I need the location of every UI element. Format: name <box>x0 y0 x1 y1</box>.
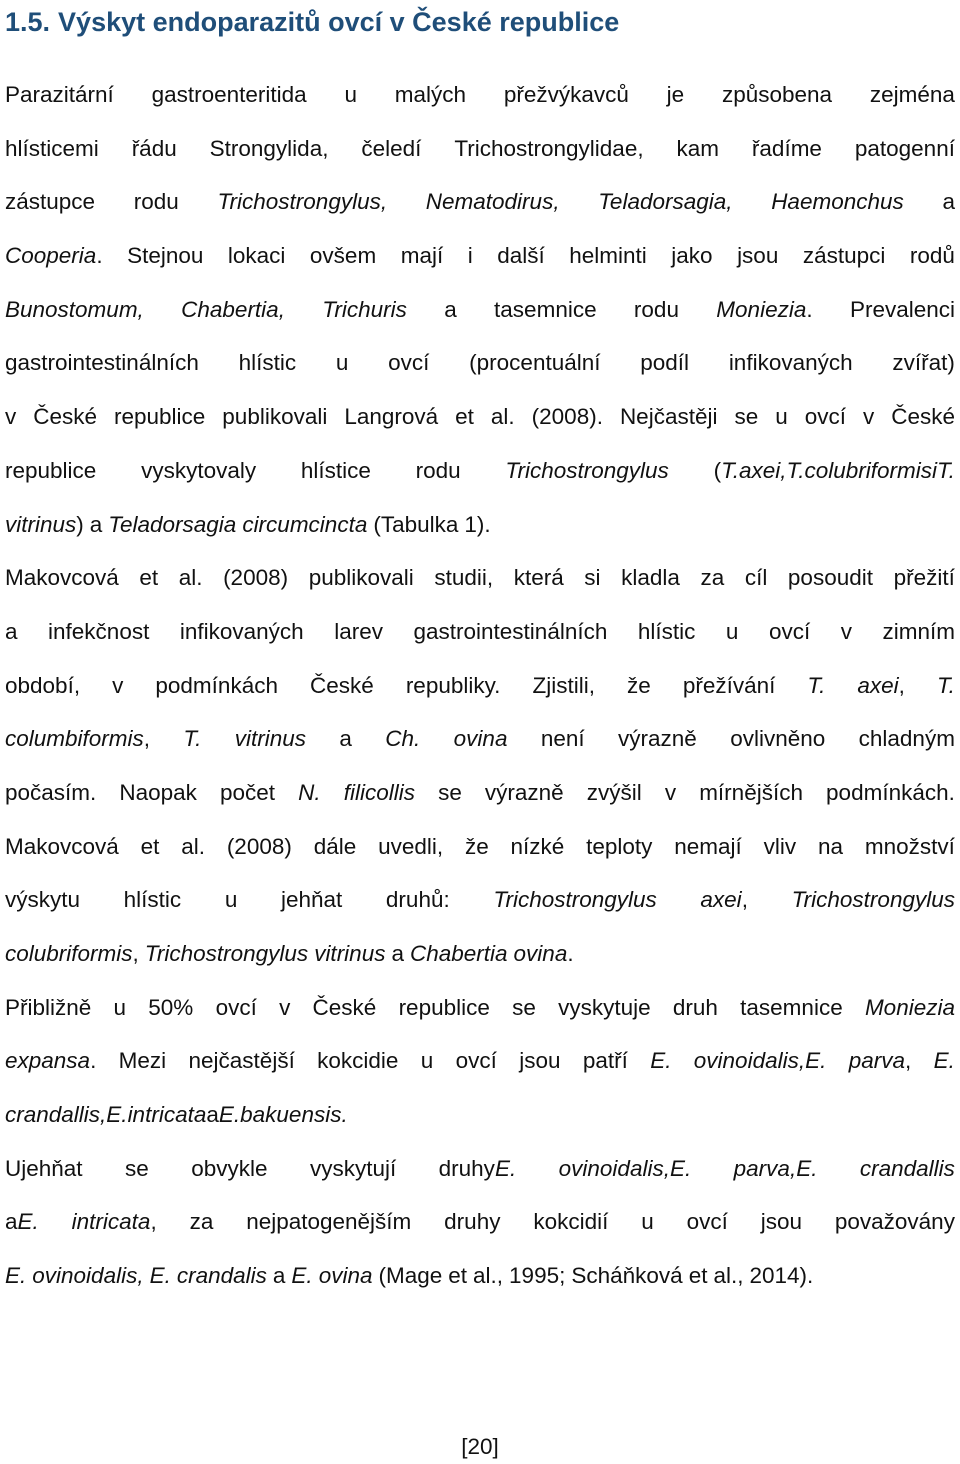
word: druh <box>672 994 718 1020</box>
word: Stejnou <box>127 243 204 269</box>
word: gastroenteritida <box>151 82 307 107</box>
word: nejčastější <box>188 1048 295 1074</box>
word: Prevalenci <box>849 296 955 322</box>
word: zimním <box>882 618 955 644</box>
word: ovina <box>318 1263 373 1289</box>
word: v <box>5 404 17 430</box>
word: Moniezia. <box>716 296 813 322</box>
word: v <box>862 404 875 430</box>
text-line <box>5 1034 955 1088</box>
word: (T.axei,T.colubriformisiT. <box>713 457 955 483</box>
word: druhyE. <box>438 1155 517 1181</box>
word: intricata, <box>71 1209 157 1235</box>
word: jsou <box>737 243 779 269</box>
text-line <box>5 1195 955 1249</box>
word: crandalis <box>176 1263 267 1289</box>
word: (procentuální <box>469 350 601 376</box>
text-line <box>5 873 955 927</box>
word: jsou <box>519 1048 561 1074</box>
word: et <box>688 1263 708 1289</box>
word: počet <box>220 779 276 805</box>
word: ovcí <box>768 618 811 644</box>
word: al. <box>181 833 205 859</box>
section-number: 1.5. <box>5 7 51 37</box>
word: E. <box>650 1048 672 1074</box>
word: u <box>641 1209 654 1235</box>
word: axei, <box>857 672 905 698</box>
word: další <box>497 243 545 269</box>
body-text <box>5 68 955 1303</box>
word: 1995; <box>509 1263 566 1289</box>
word: N. <box>298 779 321 805</box>
word: vyskytují <box>309 1155 397 1181</box>
word: E. <box>149 1263 171 1289</box>
text-line <box>5 927 955 981</box>
word: vitrinus <box>314 941 386 966</box>
word: mírnějších <box>699 779 803 805</box>
word: Trichostrongylus <box>791 887 955 913</box>
word: infekčnost <box>48 618 150 644</box>
word: se <box>734 404 759 430</box>
text-line <box>5 981 955 1035</box>
word: dále <box>313 833 357 859</box>
word: vyskytovaly <box>141 457 257 483</box>
word: Trichostrongylidae, <box>454 135 644 161</box>
word: za <box>700 565 725 591</box>
word: hlístic <box>637 618 696 644</box>
word: vyskytuje <box>558 994 651 1020</box>
word: al., <box>473 1263 504 1289</box>
word: gastrointestinálních <box>413 618 608 644</box>
word: al., <box>713 1263 744 1289</box>
text-line <box>5 229 955 283</box>
word: et <box>448 1263 468 1289</box>
word: republice <box>398 994 490 1020</box>
word: colubriformis, <box>5 941 139 966</box>
word: přežívání <box>682 672 776 698</box>
word: přežití <box>893 565 955 591</box>
word: posoudit <box>787 565 873 591</box>
word: zvýšil <box>586 779 642 805</box>
word: teploty <box>586 833 653 859</box>
word: parva,E. <box>733 1155 818 1181</box>
text-line <box>5 336 955 390</box>
word: podmínkách. <box>826 779 955 805</box>
word: kokcidie <box>317 1048 399 1074</box>
word: ovinoidalis,E. <box>693 1048 827 1074</box>
word: republice <box>114 404 206 430</box>
word: podmínkách <box>155 672 278 698</box>
word: Trichostrongylus, <box>217 189 388 215</box>
word: výrazně <box>618 726 697 752</box>
word: a <box>89 511 103 537</box>
word: al. <box>178 565 203 591</box>
word: druhy <box>444 1209 501 1235</box>
word: u <box>224 887 238 913</box>
word: v <box>112 672 124 698</box>
word: u <box>725 618 739 644</box>
word: 1). <box>464 511 491 537</box>
word: T. <box>807 672 826 698</box>
word: Haemonchus <box>771 189 904 215</box>
text-line <box>5 659 955 713</box>
text-line <box>5 390 955 444</box>
word: Strongylida, <box>209 135 329 161</box>
word: Makovcová <box>5 833 119 859</box>
word: filicollis <box>343 779 415 805</box>
word: Nejčastěji <box>619 404 718 430</box>
word: kam <box>676 135 720 161</box>
word: řádu <box>131 135 177 161</box>
word: jsou <box>760 1209 802 1235</box>
word: publikovali <box>308 565 414 591</box>
text-line <box>5 122 955 176</box>
word: Mezi <box>118 1048 167 1074</box>
text-line <box>5 68 955 122</box>
word: hlísticemi <box>5 135 99 161</box>
word: počasím. <box>5 779 97 805</box>
word: Trichuris <box>322 296 407 322</box>
word: malých <box>394 82 467 107</box>
word: jehňat <box>280 887 343 913</box>
text-line <box>5 1142 955 1196</box>
section-title: Výskyt endoparazitů ovcí v České republice <box>58 7 620 37</box>
text-line <box>5 175 955 229</box>
word: a <box>272 1263 286 1289</box>
word: et <box>455 404 474 430</box>
word: přežvýkavců <box>503 82 629 107</box>
word: 2014). <box>749 1263 814 1289</box>
word: která <box>513 565 564 591</box>
word: obvykle <box>191 1155 268 1181</box>
word: E. <box>5 1263 27 1289</box>
word: tasemnice <box>740 994 843 1020</box>
word: patří <box>582 1048 628 1074</box>
section-heading <box>5 0 955 46</box>
word: jako <box>671 243 713 269</box>
word: a <box>942 189 955 215</box>
word: (2008) <box>226 833 292 859</box>
word: republice <box>5 457 97 483</box>
word: crandallis <box>859 1155 955 1181</box>
page-number: [20] <box>461 1434 499 1459</box>
word: Trichostrongylus <box>493 887 657 913</box>
word: 50% <box>148 994 194 1020</box>
word: a <box>444 296 457 322</box>
word: E. <box>933 1048 955 1074</box>
word: Chabertia, <box>181 296 285 322</box>
word: hlístice <box>300 457 371 483</box>
word: ovinoidalis,E. <box>558 1155 692 1181</box>
word: v <box>279 994 291 1020</box>
word: způsobena <box>721 82 833 107</box>
word: (2008) <box>223 565 289 591</box>
word: Teladorsagia, <box>598 189 733 215</box>
word: Přibližně <box>5 994 92 1020</box>
word: vitrinus <box>234 726 307 752</box>
word: u <box>113 994 127 1020</box>
document-page <box>5 0 955 1303</box>
word: hlístic <box>238 350 297 376</box>
word: gastrointestinálních <box>5 350 199 376</box>
word: et <box>140 833 160 859</box>
word: circumcincta <box>242 511 368 537</box>
word: vitrinus) <box>5 511 84 537</box>
word: rodu <box>633 296 679 322</box>
word: Cooperia. <box>5 243 103 269</box>
word: Trichostrongylus <box>505 457 669 483</box>
word: E. <box>291 1263 313 1289</box>
word: období, <box>5 672 81 698</box>
word: cíl <box>744 565 768 591</box>
word: čeledí <box>361 135 422 161</box>
word: ovcí <box>686 1209 728 1235</box>
word: infikovaných <box>728 350 853 376</box>
word: mají <box>400 243 444 269</box>
text-line <box>5 820 955 874</box>
word: rodu <box>415 457 461 483</box>
word: za <box>189 1209 214 1235</box>
word: podíl <box>640 350 690 376</box>
word: tasemnice <box>494 296 597 322</box>
word: u <box>420 1048 434 1074</box>
word: helminti <box>569 243 647 269</box>
word: et <box>139 565 159 591</box>
word: infikovaných <box>179 618 304 644</box>
text-line <box>5 605 955 659</box>
word: chladným <box>858 726 955 752</box>
word: se <box>125 1155 149 1181</box>
word: u <box>344 82 357 107</box>
word: i <box>467 243 473 269</box>
word: Langrová <box>344 404 439 430</box>
word: hlístic <box>123 887 182 913</box>
word: rodu <box>133 189 179 215</box>
word: si <box>584 565 601 591</box>
word: Zjistili, <box>532 672 595 698</box>
word: Trichostrongylus <box>144 941 309 966</box>
word: axei, <box>700 887 748 913</box>
word: České <box>312 994 377 1020</box>
word: v <box>664 779 677 805</box>
word: nejpatogenějším <box>246 1209 412 1235</box>
word: Parazitární <box>5 82 114 107</box>
word: množství <box>864 833 955 859</box>
word: parva, <box>848 1048 912 1074</box>
word: al. <box>490 404 515 430</box>
word: České <box>310 672 374 698</box>
word: Bunostomum, <box>5 296 144 322</box>
word: aE. <box>5 1209 39 1235</box>
word: uvedli, <box>378 833 444 859</box>
word: T. <box>936 672 955 698</box>
text-line <box>5 1249 955 1303</box>
word: (Mage <box>378 1263 443 1289</box>
word: Moniezia <box>864 994 955 1020</box>
word: ovinoidalis, <box>32 1263 144 1289</box>
word: (Tabulka <box>373 511 459 537</box>
word: larev <box>334 618 383 644</box>
word: ovcí <box>388 350 430 376</box>
word: rodů <box>909 243 955 269</box>
word: a <box>391 941 404 966</box>
word: republiky. <box>405 672 501 698</box>
word: Scháňková <box>571 1263 683 1289</box>
word: výrazně <box>484 779 564 805</box>
word: je <box>666 82 685 107</box>
word: druhů: <box>385 887 450 913</box>
word: ovina. <box>513 941 574 966</box>
word: Nematodirus, <box>425 189 560 215</box>
word: České <box>33 404 98 430</box>
text-line <box>5 498 955 552</box>
word: Teladorsagia <box>108 511 237 537</box>
word: Naopak <box>119 779 197 805</box>
word: (2008). <box>531 404 603 430</box>
word: že <box>627 672 651 698</box>
word: Ujehňat <box>5 1155 83 1181</box>
word: v <box>840 618 852 644</box>
word: ovcí <box>215 994 257 1020</box>
text-line <box>5 712 955 766</box>
word: Makovcová <box>5 565 119 591</box>
word: a <box>5 618 18 644</box>
text-line <box>5 283 955 337</box>
text-line <box>5 444 955 498</box>
word: expansa. <box>5 1048 97 1074</box>
word: Ch. <box>385 726 421 752</box>
word: že <box>464 833 489 859</box>
word: columbiformis, <box>5 726 151 752</box>
word: studii, <box>434 565 494 591</box>
word: zástupce <box>5 189 96 215</box>
word: České <box>891 404 955 430</box>
word: ovlivněno <box>730 726 826 752</box>
word: kladla <box>621 565 680 591</box>
word: nízké <box>510 833 565 859</box>
word: publikovali <box>222 404 328 430</box>
word: ovcí <box>455 1048 497 1074</box>
word: považovány <box>834 1209 955 1235</box>
word: ovina <box>453 726 508 752</box>
word: lokaci <box>227 243 286 269</box>
word: Chabertia <box>409 941 508 966</box>
word: crandallis,E.intricataaE.bakuensis. <box>5 1102 348 1128</box>
word: zejména <box>869 82 955 107</box>
word: T. <box>183 726 202 752</box>
word: a <box>339 726 352 752</box>
text-line <box>5 551 955 605</box>
word: se <box>438 779 462 805</box>
word: ovcí <box>804 404 846 430</box>
word: patogenní <box>854 135 955 161</box>
word: řadíme <box>751 135 822 161</box>
text-line <box>5 1088 955 1142</box>
word: výskytu <box>5 887 81 913</box>
word: zástupci <box>802 243 886 269</box>
word: na <box>817 833 843 859</box>
word: u <box>335 350 349 376</box>
word: není <box>540 726 585 752</box>
word: u <box>775 404 788 430</box>
text-line <box>5 766 955 820</box>
word: se <box>512 994 536 1020</box>
word: vliv <box>763 833 797 859</box>
word: kokcidií <box>533 1209 609 1235</box>
word: ovšem <box>309 243 377 269</box>
word: nemají <box>674 833 742 859</box>
word: zvířat) <box>892 350 955 376</box>
